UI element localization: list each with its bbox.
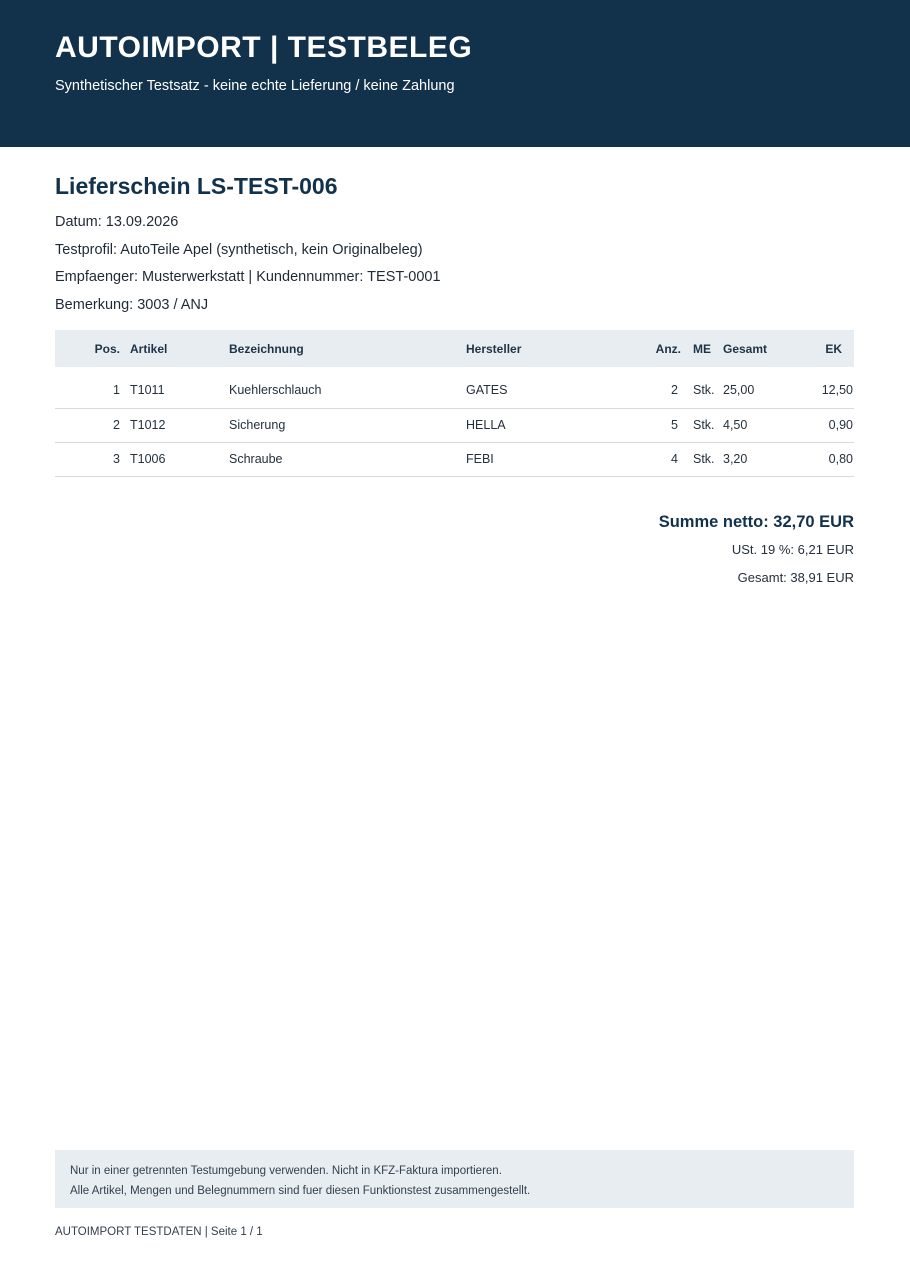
- cell-me: Stk.: [693, 452, 715, 466]
- cell-hersteller: FEBI: [466, 452, 494, 466]
- banner-title: AUTOIMPORT | TESTBELEG: [55, 31, 473, 64]
- header-gesamt: Gesamt: [723, 341, 768, 356]
- cell-ek: 0,80: [828, 452, 853, 466]
- header-pos: Pos.: [94, 341, 120, 356]
- cell-gesamt: 25,00: [723, 383, 755, 398]
- cell-me: Stk.: [693, 418, 715, 432]
- notice-box: [55, 1150, 854, 1208]
- cell-pos: 2: [113, 418, 120, 432]
- cell-gesamt: 4,50: [723, 418, 748, 432]
- page-footer: AUTOIMPORT TESTDATEN | Seite 1 / 1: [55, 1226, 263, 1238]
- table-row: [55, 442, 854, 476]
- items-table: [55, 330, 854, 477]
- cell-pos: 1: [113, 383, 120, 398]
- table-row: [55, 408, 854, 442]
- document-title: Lieferschein LS-TEST-006: [55, 173, 338, 199]
- cell-hersteller: GATES: [466, 383, 508, 398]
- meta-recipient: Empfaenger: Musterwerkstatt | Kundennummer: TEST-0001: [55, 269, 441, 285]
- table-header-row: [55, 330, 854, 367]
- header-anz: Anz.: [655, 341, 681, 356]
- banner-subtitle: Synthetischer Testsatz - keine echte Lieferung / keine Zahlung: [55, 78, 455, 94]
- total-net: Summe netto: 32,70 EUR: [658, 513, 854, 531]
- total-gross: Gesamt: 38,91 EUR: [737, 570, 854, 585]
- header-hersteller: Hersteller: [466, 341, 522, 356]
- cell-anz: 2: [671, 383, 678, 398]
- table-row: [55, 367, 854, 408]
- cell-me: Stk.: [693, 383, 715, 398]
- cell-anz: 4: [671, 452, 678, 466]
- notice-line-1: Nur in einer getrennten Testumgebung verwenden. Nicht in KFZ-Faktura importieren.: [70, 1165, 502, 1177]
- header-artikel: Artikel: [130, 341, 168, 356]
- cell-ek: 12,50: [821, 383, 853, 398]
- cell-bezeichnung: Kuehlerschlauch: [229, 383, 322, 398]
- cell-hersteller: HELLA: [466, 418, 506, 432]
- notice-line-2: Alle Artikel, Mengen und Belegnummern sind fuer diesen Funktionstest zusammengestellt.: [70, 1185, 531, 1197]
- header-banner: [0, 0, 910, 147]
- cell-ek: 0,90: [828, 418, 853, 432]
- cell-bezeichnung: Sicherung: [229, 418, 286, 432]
- meta-test-profile: Testprofil: AutoTeile Apel (synthetisch, kein Originalbeleg): [55, 242, 423, 258]
- header-me: ME: [693, 341, 711, 356]
- cell-artikel: T1006: [130, 452, 166, 466]
- cell-pos: 3: [113, 452, 120, 466]
- cell-gesamt: 3,20: [723, 452, 748, 466]
- meta-date: Datum: 13.09.2026: [55, 214, 179, 230]
- cell-artikel: T1012: [130, 418, 166, 432]
- cell-artikel: T1011: [130, 383, 165, 398]
- cell-bezeichnung: Schraube: [229, 452, 283, 466]
- cell-anz: 5: [671, 418, 678, 432]
- total-vat: USt. 19 %: 6,21 EUR: [731, 542, 854, 557]
- header-ek: EK: [825, 341, 842, 356]
- meta-remark: Bemerkung: 3003 / ANJ: [55, 297, 209, 313]
- header-bezeichnung: Bezeichnung: [229, 341, 304, 356]
